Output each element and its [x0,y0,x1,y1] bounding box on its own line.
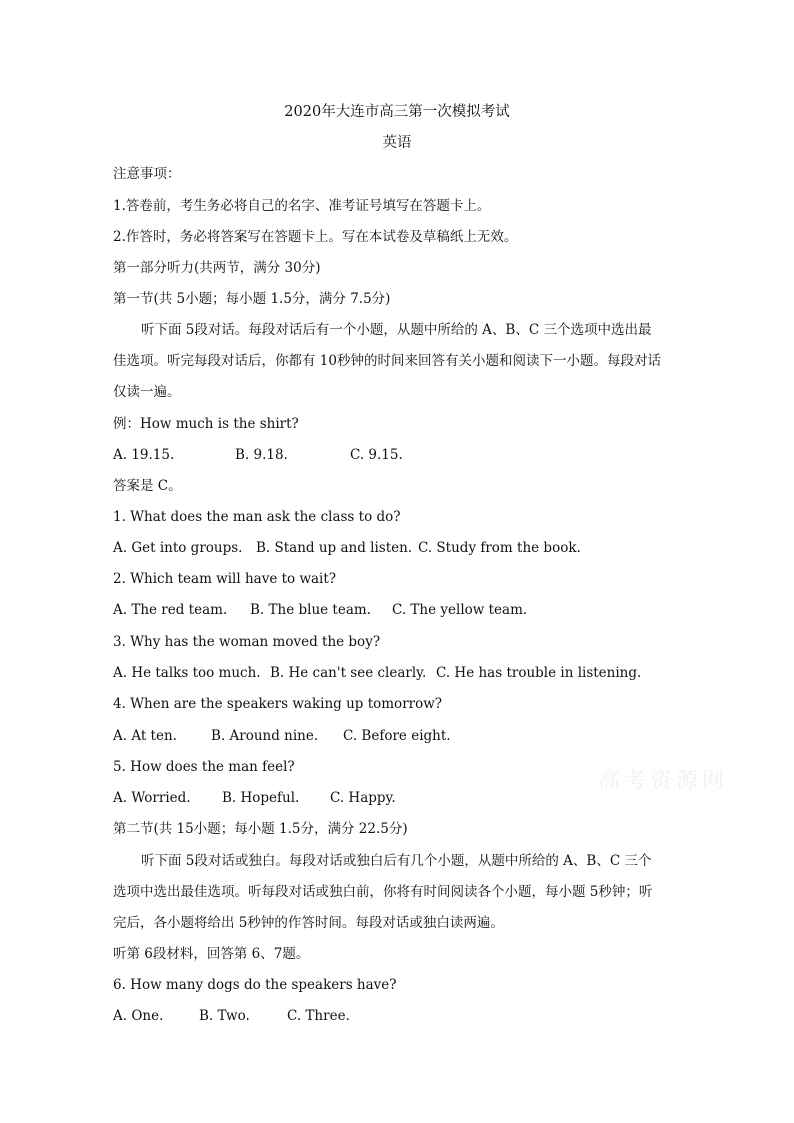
option-b: B. 9.18. [235,447,288,463]
section1-instructions-line3: 仅读一遍。 [113,384,181,400]
question-3: 3. Why has the woman moved the boy? [113,634,381,650]
option-c: C. The yellow team. [392,602,528,618]
question-1: 1. What does the man ask the class to do? [113,509,401,525]
question-6: 6. How many dogs do the speakers have? [113,977,397,993]
option-a: A. Worried. [113,790,191,806]
option-a: A. 19.15. [113,447,175,463]
option-a: A. He talks too much. [113,665,261,681]
option-c: C. Three. [287,1008,350,1024]
option-c: C. He has trouble in listening. [436,665,642,681]
material-6-heading: 听第 6段材料，回答第 6、7题。 [113,946,310,962]
section1-instructions-line1: 听下面 5段对话。每段对话后有一个小题，从题中所给的 A、B、C 三个选项中选出最 [141,322,652,338]
question-2: 2. Which team will have to wait? [113,571,337,587]
example-question: 例：How much is the shirt? [113,416,299,432]
example-answer: 答案是 C。 [113,478,182,494]
notice-item-1: 1.答卷前，考生务必将自己的名字、准考证号填写在答题卡上。 [113,198,491,214]
section1-instructions-line2: 佳选项。听完每段对话后，你都有 10秒钟的时间来回答有关小题和阅读下一小题。每段对话 [113,353,661,369]
part1-heading: 第一部分听力(共两节，满分 30分) [113,260,321,276]
section2-instructions-line1: 听下面 5段对话或独白。每段对话或独白后有几个小题，从题中所给的 A、B、C 三个 [141,853,652,869]
section2-instructions-line3: 完后，各小题将给出 5秒钟的作答时间。每段对话或独白读两遍。 [113,915,504,931]
option-a: A. At ten. [113,728,177,744]
option-a: A. Get into groups. [113,540,243,556]
option-b: B. Hopeful. [222,790,300,806]
option-b: B. Two. [199,1008,250,1024]
option-c: C. Study from the book. [418,540,581,556]
notice-item-2: 2.作答时，务必将答案写在答题卡上。写在本试卷及草稿纸上无效。 [113,229,518,245]
section1-heading: 第一节(共 5小题；每小题 1.5分，满分 7.5分) [113,291,391,307]
section2-heading: 第二节(共 15小题；每小题 1.5分，满分 22.5分) [113,821,408,837]
exam-title: 2020年大连市高三第一次模拟考试 [284,104,510,120]
option-b: B. Stand up and listen. [256,540,413,556]
subject-title: 英语 [382,135,412,151]
notice-heading: 注意事项： [113,166,181,182]
question-4: 4. When are the speakers waking up tomorrow? [113,696,443,712]
section2-instructions-line2: 选项中选出最佳选项。听每段对话或独白前，你将有时间阅读各个小题，每小题 5秒钟；听 [113,884,653,900]
option-b: B. He can't see clearly. [270,665,427,681]
option-c: C. Happy. [330,790,396,806]
question-5: 5. How does the man feel? [113,759,295,775]
option-b: B. The blue team. [250,602,371,618]
option-b: B. Around nine. [211,728,319,744]
option-a: A. The red team. [113,602,228,618]
watermark: 高考资源网 [598,769,729,794]
option-c: C. 9.15. [350,447,403,463]
option-a: A. One. [113,1008,164,1024]
option-c: C. Before eight. [343,728,451,744]
